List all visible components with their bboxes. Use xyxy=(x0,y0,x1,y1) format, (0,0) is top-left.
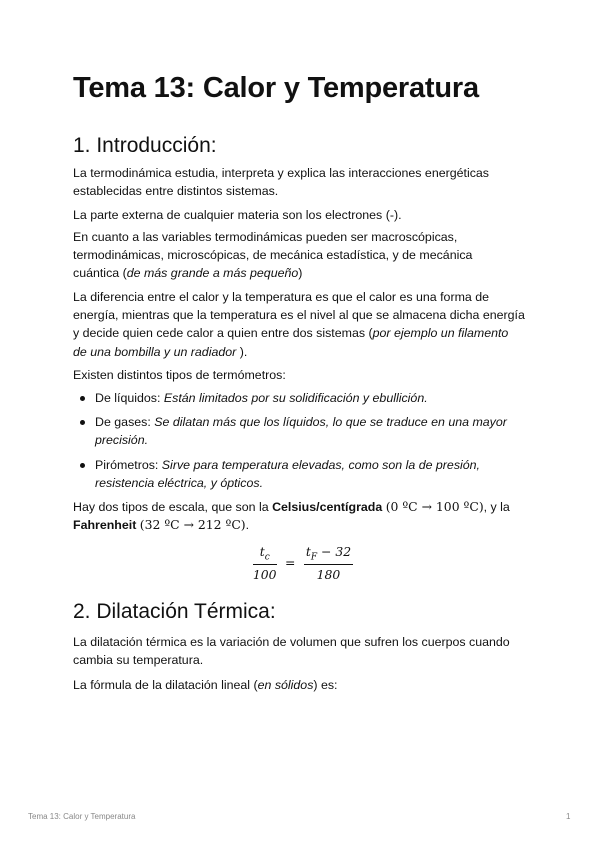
thermometers-intro: Existen distintos tipos de termómetros: xyxy=(73,368,286,382)
intro-paragraph-1 xyxy=(73,164,533,200)
text-line: La dilatación térmica es la variación de volumen que sufren los cuerpos cuando xyxy=(73,635,510,649)
text-line: En cuanto a las variables termodinámicas pueden ser macroscópicas, xyxy=(73,230,458,244)
text-line: establecidas entre distintos sistemas. xyxy=(73,184,279,199)
list-item: De gases: Se dilatan más que los líquidos, lo que se traduce en una mayor precisión. xyxy=(73,413,533,449)
intro-paragraph-2: La parte externa de cualquier materia son los electrones (-). xyxy=(73,208,402,222)
text-line: cuántica (de más grande a más pequeño) xyxy=(73,266,303,281)
text-line: de una bombilla y un radiador ). xyxy=(73,344,248,359)
celsius-label: Celsius/centígrada xyxy=(272,500,383,514)
text-line: cambia su temperatura. xyxy=(73,653,204,668)
dilatation-paragraph-1 xyxy=(73,633,533,669)
scales-paragraph xyxy=(73,498,533,534)
text-line: energía, mientras que la temperatura es el nivel al que se almacena dicha energía xyxy=(73,308,525,323)
text-line: Fahrenheit (32 ºC → 212 ºC). xyxy=(73,517,250,533)
page-title: Tema 13: Calor y Temperatura xyxy=(73,72,479,104)
text-line: La termodinámica estudia, interpreta y explica las interacciones energéticas xyxy=(73,166,489,180)
list-item: Pirómetros: Sirve para temperatura elevadas, como son la de presión, resistencia eléctrica, y ópticos. xyxy=(73,456,533,492)
scale-conversion-formula: $\frac{t_c}{100}$ = $\frac{t_F - 32}{180}$ xyxy=(252,544,352,583)
fraction-celsius: $\frac{t_c}{100}$ xyxy=(252,544,277,583)
list-item: De líquidos: Están limitados por su solidificación y ebullición. xyxy=(73,389,533,407)
intro-paragraph-3 xyxy=(73,228,533,283)
fahrenheit-label: Fahrenheit xyxy=(73,518,137,533)
section-1-heading: 1. Introducción: xyxy=(73,134,217,157)
text-line: y decide quien cede calor a quien entre dos sistemas (por ejemplo un filamento xyxy=(73,326,509,341)
fraction-fahrenheit: $\frac{t_F - 32}{180}$ xyxy=(305,544,352,583)
thermometer-list xyxy=(73,389,533,492)
text-line: Hay dos tipos de escala, que son la Celsius/centígrada (0 ºC → 100 ºC), y la xyxy=(73,499,510,514)
footer-title: Tema 13: Calor y Temperatura xyxy=(28,812,136,821)
intro-paragraph-4 xyxy=(73,288,533,361)
text-line: La diferencia entre el calor y la temperatura es que el calor es una forma de xyxy=(73,290,490,304)
text-line: termodinámicas, microscópicas, de mecánica estadística, y de mecánica xyxy=(73,248,473,263)
fahrenheit-range: (32 ºC → 212 ºC) xyxy=(139,517,246,533)
page-number: 1 xyxy=(566,812,571,821)
celsius-range: (0 ºC → 100 ºC) xyxy=(385,499,484,514)
section-2-heading: 2. Dilatación Térmica: xyxy=(73,600,276,623)
dilatation-paragraph-2: La fórmula de la dilatación lineal (en sólidos) es: xyxy=(73,678,338,692)
